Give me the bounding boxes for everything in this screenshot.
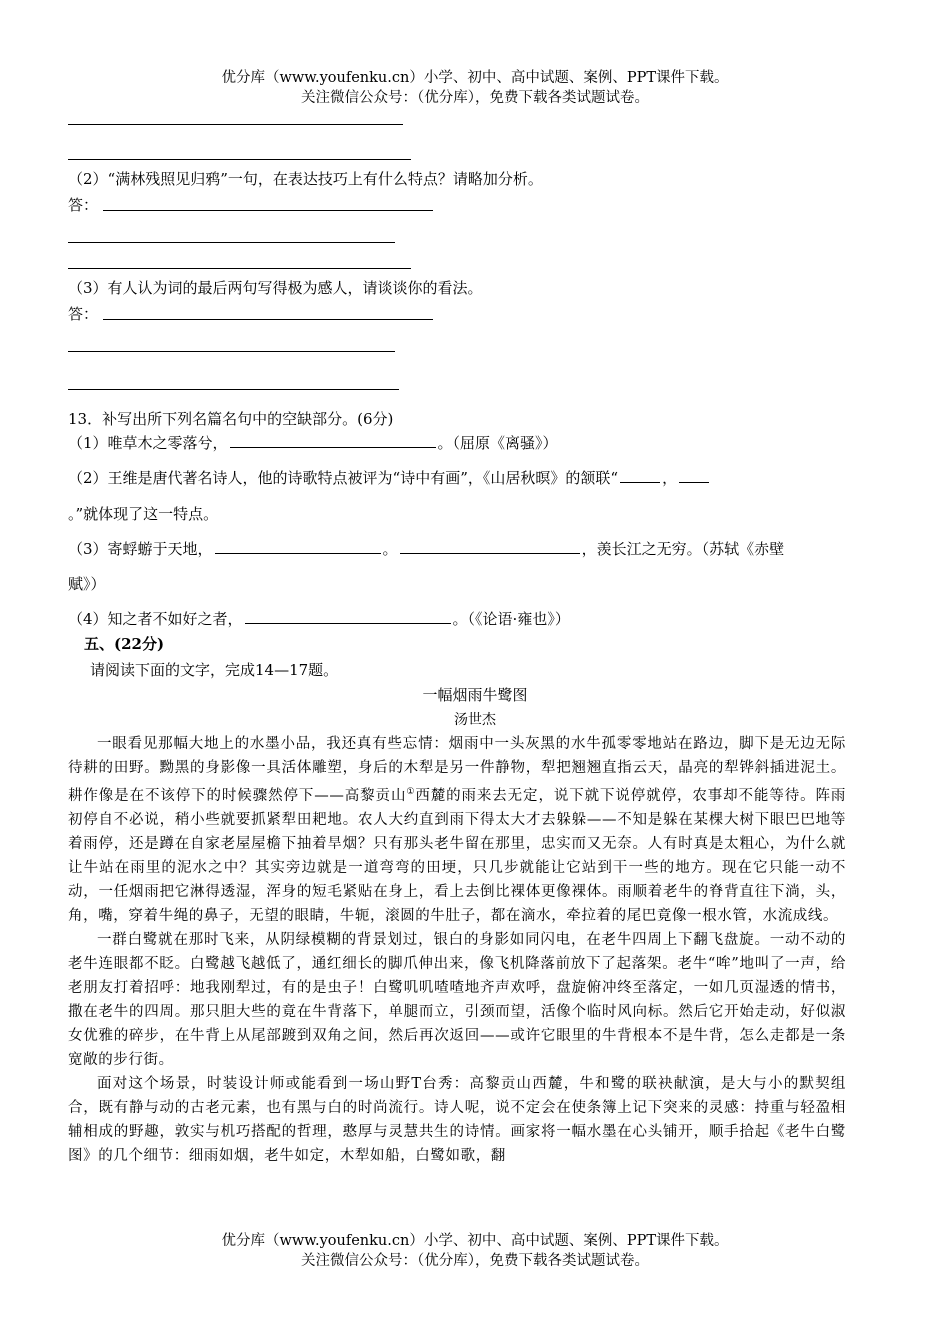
item-1-prefix: （1）唯草木之零落兮， — [68, 434, 228, 452]
answer-line[interactable] — [68, 124, 403, 125]
answer-line[interactable] — [68, 242, 395, 243]
page-footer-line2: 关注微信公众号：（优分库），免费下载各类试题试卷。 — [301, 1253, 649, 1269]
article-paragraph — [68, 732, 846, 928]
paragraph-1-text-cont: 西麓的雨来去无定，说下就下说停就停，农事却不能等待。阵雨初停自不必说，稍小些就要抓紧犁田耙地。农人大约直到雨下得太大才去躲躲——不知是躲在某棵大树下眼巴巴地等着雨停，还是蹲在自家老屋屋檐下抽着旱烟？只有那头老牛留在那里，忠实而又无奈。人有时真是太粗心，为什么就让牛站在雨里的泥水之中？其实旁边就是一道弯弯的田埂，只几步就能让它站到干一些的地方。现在它只能一动不动，一任烟雨把它淋得透湿，浑身的短毛紧贴在身上，看上去倒比裸体更像裸体。雨顺着老牛的脊背直往下淌，头，角，嘴，穿着牛绳的鼻子，无望的眼睛，牛轭，滚圆的牛肚子，都在滴水，牵拉着的尾巴竟像一根水管，水流成线。 — [68, 787, 846, 924]
item-2-separator: ， — [662, 469, 678, 487]
section-instruction: 请阅读下面的文字，完成14—17题。 — [90, 661, 339, 679]
fill-blank[interactable] — [245, 609, 451, 624]
question-12-3: （3）有人认为词的最后两句写得极为感人，请谈谈你的看法。 — [68, 279, 483, 297]
item-3-post: ，羡长江之无穷。（苏轼《赤壁 — [581, 540, 785, 558]
question-13-item-1 — [68, 432, 558, 453]
page-header-line1: 优分库（www.youfenku.cn）小学、初中、高中试题、案例、PPT课件下载。 — [221, 70, 729, 86]
question-13-item-2 — [68, 467, 711, 488]
question-13-item-4 — [68, 608, 570, 629]
article-author: 汤世杰 — [454, 712, 496, 728]
answer-line[interactable] — [103, 319, 433, 320]
fill-blank[interactable] — [215, 539, 381, 554]
page-footer-line1: 优分库（www.youfenku.cn）小学、初中、高中试题、案例、PPT课件下载。 — [221, 1233, 729, 1249]
item-1-source: 。（屈原《离骚》） — [437, 434, 558, 452]
page-header-line2: 关注微信公众号：（优分库），免费下载各类试题试卷。 — [301, 90, 649, 106]
article-body — [68, 732, 846, 1168]
fill-blank[interactable] — [400, 539, 580, 554]
item-2-text: （2）王维是唐代著名诗人，他的诗歌特点被评为“诗中有画”，《山居秋暝》的颔联“ — [68, 469, 619, 487]
paragraph-1-text: 一眼看见那幅大地上的水墨小品，我还真有些忘情：烟雨中一头灰黑的水牛孤零零地站在路边，脚下是无边无际待耕的田野。黝黑的身影像一具活体雕塑，身后的木犁是另一件静物，犁把翘翘直指云天，晶亮的犁铧斜插进泥土。耕作像是在不该停下的时候骤然停下——高黎贡山 — [68, 736, 846, 804]
question-13-item-2-cont: 。”就体现了这一特点。 — [68, 505, 219, 523]
article-paragraph: 面对这个场景，时装设计师或能看到一场山野T台秀：高黎贡山西麓，牛和鹭的联袂献演，是大与小的默契组合，既有静与动的古老元素，也有黑与白的时尚流行。诗人呢，说不定会在使条簿上记下突来的灵感：持重与轻盈相辅相成的野趣，敦实与机巧搭配的哲理，憨厚与灵慧共生的诗情。画家将一幅水墨在心头铺开，顺手拾起《老牛白鹭图》的几个细节：细雨如烟，老牛如定，木犁如船，白鹭如歌，翻 — [68, 1075, 846, 1164]
fill-blank[interactable] — [230, 433, 436, 448]
item-3-prefix: （3）寄蜉蝣于天地， — [68, 540, 213, 558]
answer-line[interactable] — [68, 159, 411, 160]
answer-label: 答： — [68, 305, 99, 323]
answer-line[interactable] — [68, 351, 395, 352]
question-12-2: （2）“满林残照见归鸦”一句，在表达技巧上有什么特点？请略加分析。 — [68, 170, 543, 188]
question-13-item-3 — [68, 538, 784, 559]
fill-blank[interactable] — [679, 468, 709, 483]
question-13-item-3-cont: 赋》） — [68, 575, 106, 593]
answer-line[interactable] — [68, 268, 411, 269]
article-title: 一幅烟雨牛鹭图 — [422, 686, 528, 704]
answer-line[interactable] — [68, 389, 399, 390]
article-paragraph: 一群白鹭就在那时飞来，从阴绿模糊的背景划过，银白的身影如同闪电，在老牛四周上下翻飞盘旋。一动不动的老牛连眼都不眨。白鹭越飞越低了，通红细长的脚爪伸出来，像飞机降落前放下了起落架。老牛“哞”地叫了一声，给老朋友打着招呼：地我刚犁过，有的是虫子！白鹭叽叽喳喳地齐声欢呼，盘旋俯冲终至落定，一如几页湿透的情书，撒在老牛的四周。那只胆大些的竟在牛背落下，单腿而立，引颈而望，活像个临时风向标。然后它开始走动，好似淑女优雅的碎步，在牛背上从尾部踱到双角之间，然后再次返回——或许它眼里的牛背根本不是牛背，怎么走都是一条宽敞的步行街。 — [68, 931, 846, 1068]
footnote-marker: ① — [406, 787, 416, 797]
item-3-mid: 。 — [382, 540, 398, 558]
item-4-source: 。（《论语·雍也》） — [452, 610, 570, 628]
answer-line[interactable] — [103, 210, 433, 211]
item-4-prefix: （4）知之者不如好之者， — [68, 610, 243, 628]
section-heading: 五、(22分) — [84, 635, 165, 653]
question-13-title: 13．补写出所下列名篇名句中的空缺部分。(6分) — [68, 410, 394, 428]
fill-blank[interactable] — [620, 468, 660, 483]
answer-label: 答： — [68, 196, 99, 214]
